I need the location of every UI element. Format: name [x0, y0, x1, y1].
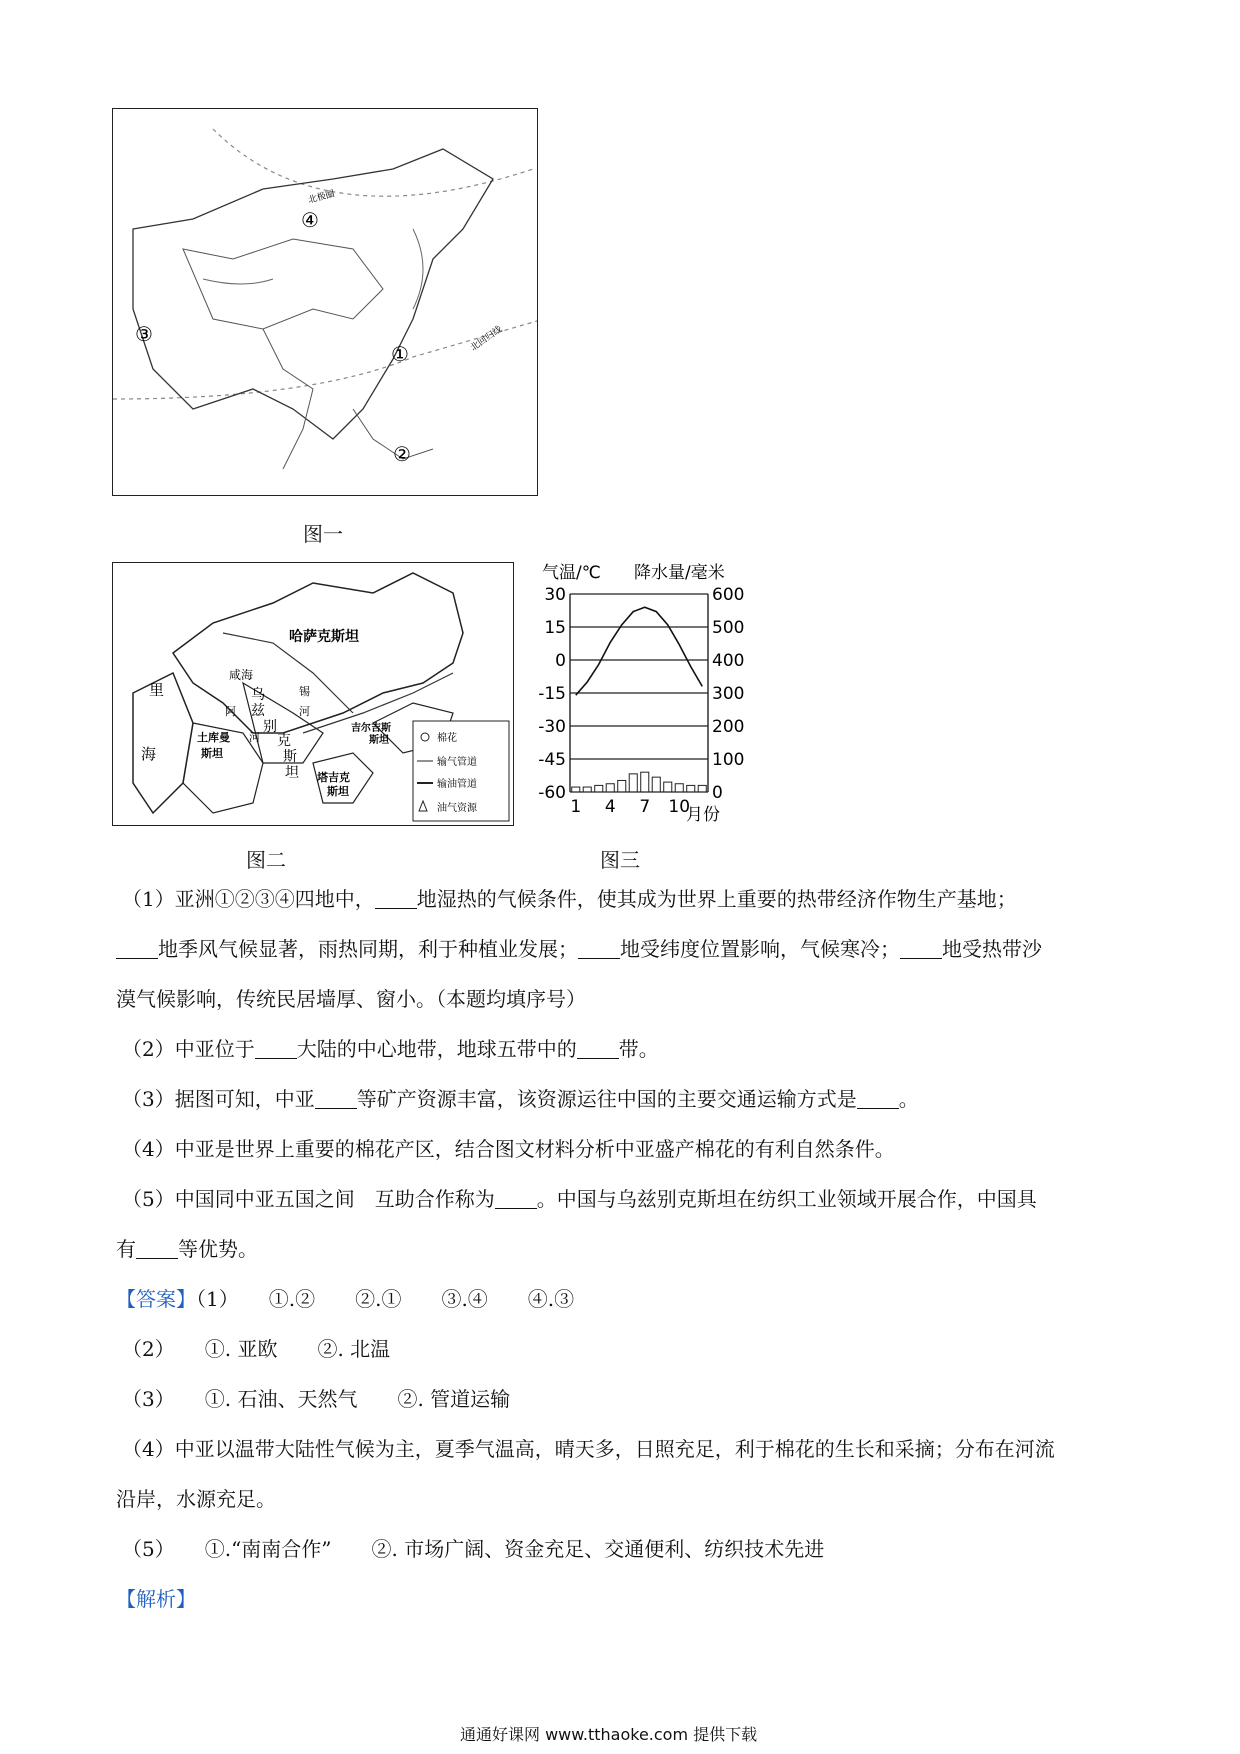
question-1-text-c: 地季风气候显著，雨热同期，利于种植业发展； [158, 937, 578, 961]
answer-blank[interactable] [857, 1088, 899, 1109]
caspian-label-1: 里 [149, 681, 165, 699]
figure-2-caption: 图二 [246, 848, 286, 872]
answer-blank[interactable] [900, 938, 942, 959]
precipitation-bar [629, 774, 637, 792]
legend-gas-pipeline: 输气管道 [437, 757, 477, 768]
right-tick-label: 0 [712, 783, 723, 803]
x-tick-label: 1 [570, 797, 582, 817]
kyrgyz-label-2: 斯坦 [369, 735, 389, 746]
precipitation-bar [641, 772, 649, 792]
question-1-line-3 [116, 984, 586, 1014]
uzbek-label-4: 克 [277, 733, 291, 749]
left-tick-label: -45 [538, 750, 566, 770]
question-1-text-b: 地湿热的气候条件，使其成为世界上重要的热带经济作物生产基地； [416, 887, 1017, 911]
answer-4-line-2: 沿岸，水源充足。 [116, 1487, 276, 1511]
question-1-line-2 [116, 934, 1042, 964]
question-3-text-a: （3）据图可知，中亚 [122, 1087, 315, 1111]
uzbek-label-1: 乌 [251, 687, 265, 703]
climate-chart-svg [526, 556, 758, 830]
tropic-label: 北回归线 [468, 324, 505, 354]
question-2-text-a: （2）中亚位于 [122, 1037, 255, 1061]
question-5-text-d: 等优势。 [178, 1237, 258, 1261]
question-3 [122, 1084, 919, 1114]
right-axis-title: 降水量/毫米 [634, 563, 725, 583]
right-tick-label: 200 [712, 717, 745, 737]
arctic-circle-label: 北极圈 [307, 189, 336, 206]
question-5-line-2 [116, 1234, 258, 1264]
central-asia-map-drawing [113, 563, 513, 825]
question-3-text-b: 等矿产资源丰富，该资源运往中国的主要交通运输方式是 [356, 1087, 857, 1111]
precipitation-bar [618, 780, 626, 792]
right-tick-label: 100 [712, 750, 745, 770]
site-1-label: ① [391, 342, 409, 366]
right-tick-label: 600 [712, 585, 745, 605]
figure-1-caption: 图一 [303, 522, 343, 546]
temperature-line [576, 607, 703, 695]
answer-1 [116, 1284, 574, 1314]
site-3-label: ③ [135, 322, 153, 346]
precipitation-bar [698, 785, 706, 792]
precipitation-bar [664, 782, 672, 792]
answer-1-text: （1） ①.② ②.① ③.④ ④.③ [196, 1287, 575, 1311]
answer-blank[interactable] [577, 1038, 619, 1059]
asia-map-drawing [113, 109, 537, 495]
left-tick-label: 30 [544, 585, 566, 605]
left-tick-label: 15 [544, 618, 566, 638]
page-footer: 通通好课网 www.tthaoke.com 提供下载 [460, 1725, 758, 1744]
left-tick-label: -15 [538, 684, 566, 704]
kazakhstan-label: 哈萨克斯坦 [289, 629, 359, 645]
tajik-label-2: 斯坦 [327, 785, 349, 798]
map-site-labels [135, 187, 504, 466]
precipitation-bar [606, 784, 614, 792]
figure-2-central-asia-map [112, 562, 514, 826]
answer-blank[interactable] [495, 1188, 537, 1209]
question-2-text-b: 大陆的中心地带，地球五带中的 [296, 1037, 577, 1061]
answer-5: （5） ①.“南南合作” ②. 市场广阔、资金充足、交通便利、纺织技术先进 [122, 1537, 825, 1561]
answer-blank[interactable] [578, 938, 620, 959]
right-tick-label: 500 [712, 618, 745, 638]
question-4-text: （4）中亚是世界上重要的棉花产区，结合图文材料分析中亚盛产棉花的有利自然条件。 [122, 1137, 895, 1161]
precipitation-bar [595, 785, 603, 792]
turkmen-label-2: 斯坦 [201, 747, 223, 760]
x-tick-label: 4 [604, 797, 616, 817]
left-tick-label: -60 [538, 783, 566, 803]
x-tick-label: 10 [668, 797, 691, 817]
precipitation-bar [652, 777, 660, 792]
precipitation-bar [675, 784, 683, 792]
question-4 [122, 1134, 895, 1164]
x-tick-label: 7 [639, 797, 651, 817]
right-tick-label: 300 [712, 684, 745, 704]
answer-tag: 【答案】 [116, 1287, 196, 1311]
kyrgyz-label-1: 吉尔吉斯 [351, 723, 391, 734]
river-label-4: 河 [299, 705, 310, 718]
question-2 [122, 1034, 659, 1064]
answer-blank[interactable] [375, 888, 417, 909]
x-axis-suffix: 月份 [686, 805, 720, 825]
question-5-text-a: （5）中国同中亚五国之间 互助合作称为 [122, 1187, 495, 1211]
river-label-3: 锡 [299, 685, 310, 698]
question-5-text-c: 有 [116, 1237, 136, 1261]
caspian-label-2: 海 [141, 745, 157, 763]
aral-label-2: 海 [241, 668, 254, 682]
legend-oil-pipeline: 输油管道 [437, 779, 477, 790]
question-1-line-1 [122, 884, 1017, 914]
left-axis-title: 气温/℃ [542, 563, 601, 583]
uzbek-label-6: 坦 [285, 765, 299, 781]
site-4-label: ④ [301, 208, 319, 232]
question-2-text-c: 带。 [618, 1037, 659, 1061]
precipitation-bar [583, 787, 591, 792]
answer-blank[interactable] [315, 1088, 357, 1109]
question-1-text-a: （1）亚洲①②③④四地中， [122, 887, 375, 911]
figure-1-asia-map [112, 108, 538, 496]
question-1-text-f: 漠气候影响，传统民居墙厚、窗小。（本题均填序号） [116, 987, 586, 1011]
question-5-text-b: 。中国与乌兹别克斯坦在纺织工业领域开展合作，中国具 [536, 1187, 1037, 1211]
left-tick-label: 0 [555, 651, 566, 671]
turkmen-label-1: 土库曼 [197, 731, 230, 744]
left-tick-label: -30 [538, 717, 566, 737]
figure-3-climate-chart [526, 556, 758, 830]
tajik-label-1: 塔吉克 [317, 771, 350, 784]
figure-3-caption: 图三 [600, 848, 640, 872]
answer-blank[interactable] [136, 1238, 178, 1259]
map-legend [413, 721, 509, 821]
river-label-2: 河 [249, 731, 260, 744]
question-1-text-e: 地受热带沙 [942, 937, 1042, 961]
question-5-line-1 [122, 1184, 1037, 1214]
aral-label-1: 咸 [229, 668, 242, 682]
site-2-label: ② [393, 442, 411, 466]
precipitation-bar [572, 787, 580, 792]
legend-oil-gas: 油气资源 [437, 803, 477, 814]
question-3-text-c: 。 [898, 1087, 919, 1111]
analysis-tag: 【解析】 [116, 1587, 196, 1611]
river-label-1: 阿 [225, 705, 236, 718]
answer-2: （2） ①. 亚欧 ②. 北温 [122, 1337, 391, 1361]
answer-blank[interactable] [255, 1038, 297, 1059]
legend-cotton: 棉花 [437, 733, 457, 744]
uzbek-label-2: 兹 [251, 703, 265, 719]
right-tick-label: 400 [712, 651, 745, 671]
uzbek-label-3: 别 [263, 719, 277, 735]
answer-4-line-1: （4）中亚以温带大陆性气候为主，夏季气温高，晴天多，日照充足，利于棉花的生长和采摘；分布在河流 [122, 1437, 1055, 1461]
question-1-text-d: 地受纬度位置影响，气候寒冷； [620, 937, 900, 961]
precipitation-bar [687, 785, 695, 792]
uzbek-label-5: 斯 [283, 749, 297, 765]
answer-blank[interactable] [116, 938, 158, 959]
answer-3: （3） ①. 石油、天然气 ②. 管道运输 [122, 1387, 511, 1411]
